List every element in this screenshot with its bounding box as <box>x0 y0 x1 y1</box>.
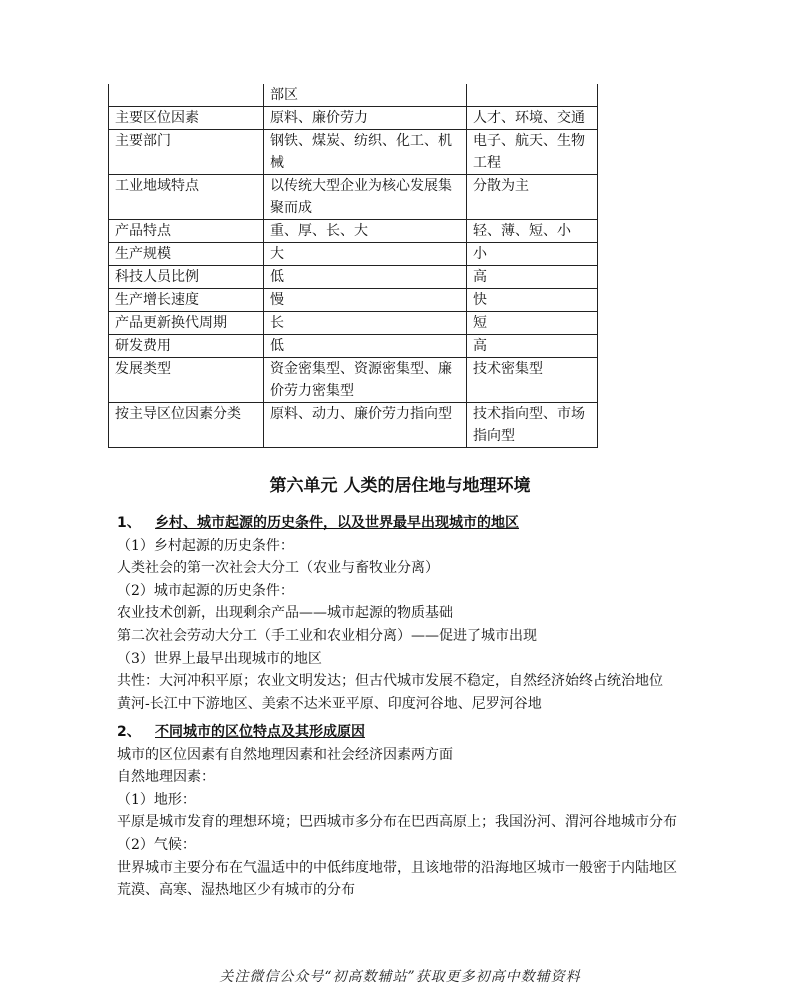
table-cell: 主要区位因素 <box>109 107 264 130</box>
table-cell: 产品更新换代周期 <box>109 312 264 335</box>
section-1-line: （2）城市起源的历史条件： <box>117 582 294 599</box>
section-2-line: 荒漠、高寒、湿热地区少有城市的分布 <box>117 882 355 899</box>
table-cell: 工业地域特点 <box>109 175 264 220</box>
section-1-line: 第二次社会劳动大分工（手工业和农业相分离）——促进了城市出现 <box>117 627 537 644</box>
section-2-heading <box>117 721 717 744</box>
table-body <box>109 84 598 448</box>
unit-title: 第六单元 人类的居住地与地理环境 <box>269 476 531 496</box>
table-row <box>109 107 598 130</box>
table-cell: 低 <box>264 266 467 289</box>
section-2-line: 平原是城市发育的理想环境；巴西城市多分布在巴西高原上；我国汾河、渭河谷地城市分布 <box>117 814 677 831</box>
table-cell: 按主导区位因素分类 <box>109 403 264 448</box>
table-cell: 生产规模 <box>109 243 264 266</box>
table-cell: 以传统大型企业为核心发展集聚而成 <box>264 175 467 220</box>
table-cell: 资金密集型、资源密集型、廉价劳力密集型 <box>264 358 467 403</box>
section-2 <box>117 721 717 902</box>
section-1-number: 1、 <box>117 515 141 531</box>
table-cell: 人才、环境、交通 <box>467 107 598 130</box>
table-cell: 原料、动力、廉价劳力指向型 <box>264 403 467 448</box>
section-1-line: 农业技术创新，出现剩余产品——城市起源的物质基础 <box>117 605 453 622</box>
footer-note: 关注微信公众号“初高数辅站”获取更多初高中数辅资料 <box>219 969 581 985</box>
table-cell: 电子、航天、生物工程 <box>467 130 598 175</box>
table-cell: 技术密集型 <box>467 358 598 403</box>
table-row <box>109 289 598 312</box>
section-1 <box>117 512 717 715</box>
table-row <box>109 312 598 335</box>
table-cell: 轻、薄、短、小 <box>467 220 598 243</box>
section-2-line: 世界城市主要分布在气温适中的中低纬度地带，且该地带的沿海地区城市一般密于内陆地区 <box>117 859 677 876</box>
table-row <box>109 220 598 243</box>
table-cell: 快 <box>467 289 598 312</box>
table-cell: 生产增长速度 <box>109 289 264 312</box>
table-cell: 主要部门 <box>109 130 264 175</box>
table-row <box>109 403 598 448</box>
table-cell: 研发费用 <box>109 335 264 358</box>
table-row <box>109 130 598 175</box>
section-1-heading <box>117 512 717 535</box>
table-cell: 部区 <box>264 84 467 107</box>
section-1-line: （1）乡村起源的历史条件： <box>117 537 294 554</box>
table-cell <box>109 84 264 107</box>
table-cell <box>467 84 598 107</box>
table-row <box>109 84 598 107</box>
section-2-line: （1）地形： <box>117 791 196 808</box>
table-cell: 长 <box>264 312 467 335</box>
table-cell: 低 <box>264 335 467 358</box>
table-cell: 高 <box>467 266 598 289</box>
table-cell: 高 <box>467 335 598 358</box>
table-cell: 大 <box>264 243 467 266</box>
section-1-line: （3）世界上最早出现城市的地区 <box>117 650 322 667</box>
section-2-title: 不同城市的区位特点及其形成原因 <box>155 724 365 740</box>
section-2-line: （2）气候： <box>117 836 196 853</box>
section-1-title: 乡村、城市起源的历史条件，以及世界最早出现城市的地区 <box>155 515 519 531</box>
table-cell: 小 <box>467 243 598 266</box>
section-2-line: 自然地理因素： <box>117 769 215 786</box>
table-cell: 产品特点 <box>109 220 264 243</box>
table-row <box>109 266 598 289</box>
table-cell: 发展类型 <box>109 358 264 403</box>
section-2-number: 2、 <box>117 724 141 740</box>
table-cell: 重、厚、长、大 <box>264 220 467 243</box>
section-1-line: 人类社会的第一次社会大分工（农业与畜牧业分离） <box>117 560 439 577</box>
table-cell: 科技人员比例 <box>109 266 264 289</box>
table-cell: 钢铁、煤炭、纺织、化工、机械 <box>264 130 467 175</box>
table-row <box>109 358 598 403</box>
table-row <box>109 243 598 266</box>
table-cell: 慢 <box>264 289 467 312</box>
table-row <box>109 335 598 358</box>
table-cell: 原料、廉价劳力 <box>264 107 467 130</box>
section-2-line: 城市的区位因素有自然地理因素和社会经济因素两方面 <box>117 746 453 763</box>
table-cell: 技术指向型、市场指向型 <box>467 403 598 448</box>
industry-comparison-table <box>108 84 598 448</box>
table-row <box>109 175 598 220</box>
table-cell: 分散为主 <box>467 175 598 220</box>
section-1-line: 共性：大河冲积平原；农业文明发达；但古代城市发展不稳定，自然经济始终占统治地位 <box>117 673 663 690</box>
table-cell: 短 <box>467 312 598 335</box>
section-1-line: 黄河-长江中下游地区、美索不达米亚平原、印度河谷地、尼罗河谷地 <box>117 695 542 712</box>
